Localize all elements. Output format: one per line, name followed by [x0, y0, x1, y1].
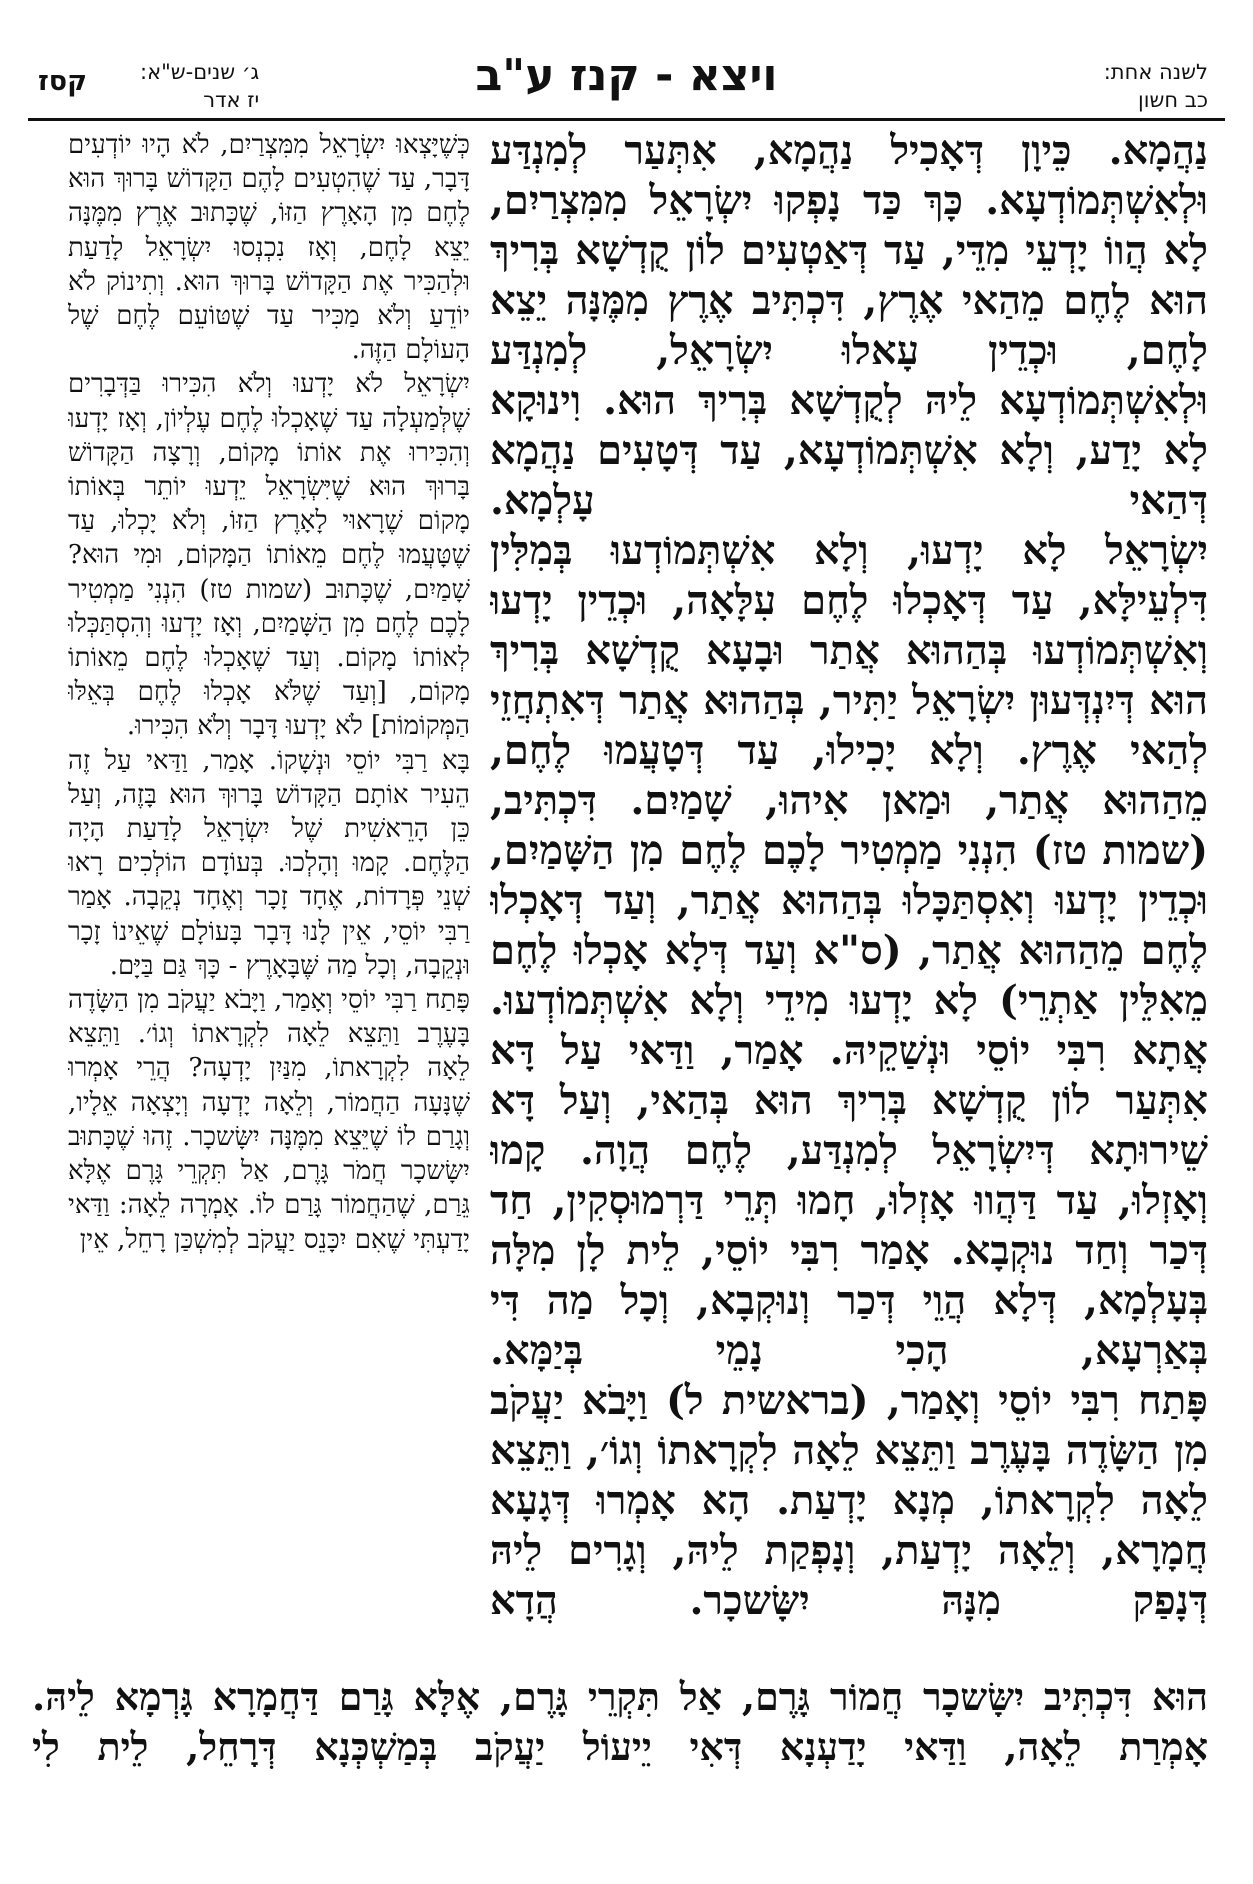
- header-divider: [28, 118, 1225, 121]
- schedule-date: יז אדר: [203, 88, 260, 112]
- aramaic-text-column: [490, 126, 1208, 1671]
- hebrew-paragraph: פָּתַח רַבִּי יוֹסֵי וְאָמַר, וַיָּבֹא יַעֲקֹב מִן הַשָּׂדֶה בָּעֶרֶב וַתֵּצֵא לֵאָה לִקְרָאתוֹ וְגוֹ׳. וַתֵּצֵא לֵאָה לִקְרָאתוֹ, מִנַּיִן יָדְעָה? הֲרֵי אָמְרוּ שֶׁנָּעָה הַחֲמוֹר, וְלֵאָה יָדְעָה וְיָצְאָה אֵלָיו, וְגָרַם לוֹ שֶׁיֵּצֵא מִמֶּנָּה יִשָּׂשכָר. זֶהוּ שֶׁכָּתוּב יִשָּׂשכָר חֲמֹר גָּרֶם, אַל תִּקְרֵי גָּרֶם אֶלָּא גֵּרַם, שֶׁהַחֲמוֹר גָּרַם לוֹ. אָמְרָה לֵאָה: וַדַּאי יָדַעְתִּי שֶׁאִם יִכָּנֵס יַעֲקֹב לְמִשְׁכַּן רָחֵל, אֵין: [68, 985, 470, 1255]
- hebrew-paragraph: כְּשֶׁיָּצְאוּ יִשְׂרָאֵל מִמִּצְרַיִם, לֹא הָיוּ יוֹדְעִים דָּבָר, עַד שֶׁהִטְעִים לָהֶם הַקָּדוֹשׁ בָּרוּךְ הוּא לֶחֶם מִן הָאָרֶץ הַזּוֹ, שֶׁכָּתוּב אֶרֶץ מִמֶּנָּה יֵצֵא לָחֶם, וְאָז נִכְנְסוּ יִשְׂרָאֵל לָדַעַת וּלְהַכִּיר אֶת הַקָּדוֹשׁ בָּרוּךְ הוּא. וְתִינוֹק לֹא יוֹדֵעַ וְלֹא מַכִּיר עַד שֶׁטּוֹעֵם לֶחֶם שֶׁל הָעוֹלָם הַזֶּה.: [68, 130, 470, 366]
- aramaic-paragraph: יִשְׂרָאֵל לָא יָדְעוּ, וְלָא אִשְׁתְּמוֹדְעוּ בְּמִלִּין דִּלְעֵילָּא, עַד דְּאָכְלוּ לֶחֶם עִלָּאָה, וּכְדֵין יָדְעוּ וְאִשְׁתְּמוֹדְעוּ בְּהַהוּא אֲתַר וּבָעָא קֻדְשָׁא בְּרִיךְ הוּא דְּיִנְדְּעוּן יִשְׂרָאֵל יַתִּיר, בְּהַהוּא אֲתַר דְּאִתְחֲזֵי לְהַאי אֶרֶץ. וְלָא יָכִילוּ, עַד דְּטָעֲמוּ לֶחֶם, מֵהַהוּא אֲתַר, וּמַאן אִיהוּ, שָׁמַיִם. דִּכְתִּיב, (שמות טז) הִנְנִי מַמְטִיר לָכֶם לֶחֶם מִן הַשָּׁמַיִם, וּכְדֵין יָדְעוּ וְאִסְתַּכָּלוּ בְּהַהוּא אֲתַר, וְעַד דְּאָכְלוּ לֶחֶם מֵהַהוּא אֲתַר, (ס"א וְעַד דְּלָא אָכְלוּ לֶחֶם מֵאִלֵּין אַתְרֵי) לָא יָדְעוּ מִידֵי וְלָא אִשְׁתְּמוֹדְעוּ.: [490, 527, 1208, 1024]
- hebrew-paragraph: יִשְׂרָאֵל לֹא יָדְעוּ וְלֹא הִכִּירוּ בַּדְּבָרִים שֶׁלְּמַעְלָה עַד שֶׁאָכְלוּ לֶחֶם עֶלְיוֹן, וְאָז יָדְעוּ וְהִכִּירוּ אֶת אוֹתוֹ מָקוֹם, וְרָצָה הַקָּדוֹשׁ בָּרוּךְ הוּא שֶׁיִּשְׂרָאֵל יֵדְעוּ יוֹתֵר בְּאוֹתוֹ מָקוֹם שֶׁרָאוּי לָאָרֶץ הַזּוֹ, וְלֹא יָכְלוּ, עַד שֶׁטָּעֲמוּ לֶחֶם מֵאוֹתוֹ הַמָּקוֹם, וּמִי הוּא? שָׁמַיִם, שֶׁכָּתוּב (שמות טז) הִנְנִי מַמְטִיר לָכֶם לֶחֶם מִן הַשָּׁמַיִם, וְאָז יָדְעוּ וְהִסְתַּכְּלוּ לְאוֹתוֹ מָקוֹם. וְעַד שֶׁאָכְלוּ לֶחֶם מֵאוֹתוֹ מָקוֹם, [וְעַד שֶׁלֹּא אָכְלוּ לֶחֶם בְּאֵלּוּ הַמְּקוֹמוֹת] לֹא יָדְעוּ דָּבָר וְלֹא הִכִּירוּ.: [68, 369, 470, 742]
- aramaic-paragraph: נַהֲמָא. כֵּיוָן דְּאָכִיל נַהֲמָא, אִתְּעַר לְמִנְדַּע וּלְאִשְׁתְּמוֹדְעָא. כָּךְ כַּד נָפְקוּ יִשְׂרָאֵל מִמִּצְרַיִם, לָא הֲווֹ יָדְעֵי מִדֵּי, עַד דְּאַטְעִים לוֹן קֻדְשָׁא בְּרִיךְ הוּא לֶחֶם מֵהַאי אֶרֶץ, דִּכְתִּיב אֶרֶץ מִמֶּנָּה יֵצֵא לָחֶם, וּכְדֵין עָאלוּ יִשְׂרָאֵל, לְמִנְדַּע וּלְאִשְׁתְּמוֹדְעָא לֵיהּ לְקֻדְשָׁא בְּרִיךְ הוּא. וִינוּקָא לָא יָדַע, וְלָא אִשְׁתְּמוֹדְעָא, עַד דְּטָעִים נַהֲמָא דְּהַאי עָלְמָא.: [490, 127, 1208, 524]
- aramaic-paragraph: אֲתָא רִבִּי יוֹסֵי וּנְשַׁקֵיהּ. אָמַר, וַדַּאי עַל דָּא אִתְּעַר לוֹן קֻדְשָׁא בְּרִיךְ הוּא בְּהַאי, וְעַל דָּא שֵׁירוּתָא דְּיִשְׂרָאֵל לְמִנְדַּע, לֶחֶם הֲוָה. קָמוּ וְאָזְלוּ, עַד דַּהֲווּ אָזְלוּ, חָמוּ תְּרֵי דַּרְמוּסְקִין, חַד דְּכַר וְחַד נוּקְבָא. אָמַר רִבִּי יוֹסֵי, לֵית לָן מִלָּה בְּעָלְמָא, דְּלָא הֲוֵי דְּכַר וְנוּקְבָא, וְכָל מַה דִּי בְּאַרְעָא, הָכִי נָמֵי בְּיַמָּא.: [490, 1027, 1208, 1374]
- hebrew-translation-column: [68, 128, 470, 1673]
- page-header: [0, 0, 1253, 120]
- page-number: קסז: [38, 66, 88, 97]
- schedule-label: לשנה אחת:: [1103, 60, 1208, 84]
- study-schedule-three-years: [140, 58, 259, 114]
- page-title: ויצא - קנז ע"ב: [475, 50, 778, 101]
- bottom-aramaic-text: [32, 1672, 1208, 1872]
- hebrew-paragraph: בָּא רַבִּי יוֹסֵי וּנְשָׁקוֹ. אָמַר, וַדַּאי עַל זֶה הֵעִיר אוֹתָם הַקָּדוֹשׁ בָּרוּךְ הוּא בָּזֶה, וְעַל כֵּן הָרֵאשִׁית שֶׁל יִשְׂרָאֵל לָדַעַת הָיָה הַלֶּחֶם. קָמוּ וְהָלְכוּ. בְּעוֹדָם הוֹלְכִים רָאוּ שְׁנֵי פְּרָדוֹת, אֶחָד זָכָר וְאֶחָד נְקֵבָה. אָמַר רַבִּי יוֹסֵי, אֵין לָנוּ דָּבָר בָּעוֹלָם שֶׁאֵינוֹ זָכָר וּנְקֵבָה, וְכָל מַה שֶּׁבָּאָרֶץ - כָּךְ גַּם בַּיָּם.: [68, 745, 470, 981]
- schedule-label: ג׳ שנים-ש"א:: [140, 60, 260, 84]
- schedule-date: כב חשון: [1138, 88, 1208, 112]
- bottom-paragraph: הוּא דִּכְתִּיב יִשָּׂשכָר חֲמוֹר גָּרֶם, אַל תִּקְרֵי גָּרֶם, אֶלָּא גָּרַם דַּחֲמָרָא גָּרְמָא לֵיהּ. אָמְרַת לֵאָה, וַדַּאי יָדַעְנָא דְּאִי יֵיעוֹל יַעֲקֹב בְּמַשְׁכְּנָא דְּרָחֵל, לֵית לִי: [32, 1674, 1208, 1769]
- aramaic-paragraph: פָּתַח רִבִּי יוֹסֵי וְאָמַר, (בראשית ל) וַיָּבֹא יַעֲקֹב מִן הַשָּׂדֶה בָּעֶרֶב וַתֵּצֵא לֵאָה לִקְרָאתוֹ וְגוֹ׳, וַתֵּצֵא לֵאָה לִקְרָאתוֹ, מְנָא יָדְעַת. הָא אָמְרוּ דְּגָעָא חֲמָרָא, וְלֵאָה יָדְעַת, וְנָפְקַת לֵיהּ, וְגָרִים לֵיהּ דְּנָפַק מִנָּהּ יִשָּׂשכָר. הֲדָא: [490, 1377, 1208, 1624]
